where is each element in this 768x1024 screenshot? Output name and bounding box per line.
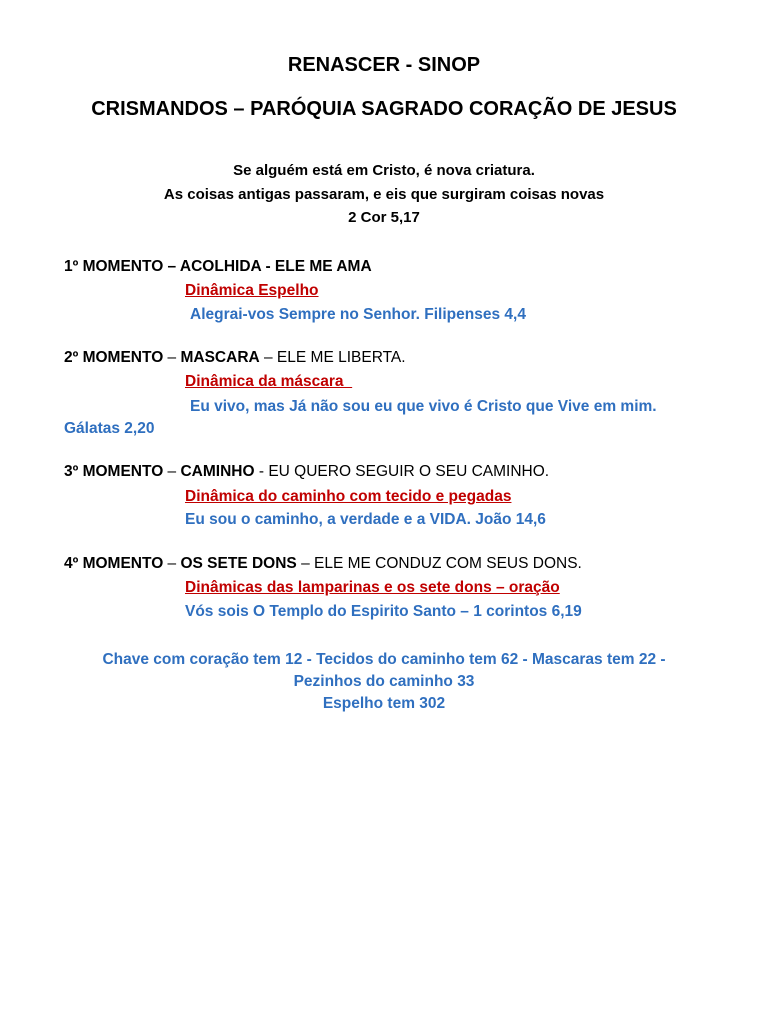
moment-4-dynamic: Dinâmicas das lamparinas e os sete dons – oração: [185, 579, 560, 596]
moment-3-verse: Eu sou o caminho, a verdade e a VIDA. João 14,6: [185, 511, 546, 528]
moment-1-verse: Alegrai-vos Sempre no Senhor. Filipenses 4,4: [190, 306, 526, 323]
moment-separator: –: [163, 555, 181, 572]
moment-theme: - EU QUERO SEGUIR O SEU CAMINHO.: [254, 463, 550, 480]
moment-2-heading: [64, 349, 406, 367]
moment-1-dynamic: Dinâmica Espelho: [185, 282, 319, 299]
moment-label: 1º MOMENTO: [64, 258, 164, 275]
moment-2-verse: Eu vivo, mas Já não sou eu que vivo é Cristo que Vive em mim.: [190, 398, 657, 415]
moment-2-verse-reference: Gálatas 2,20: [64, 420, 155, 437]
epigraph-reference: 2 Cor 5,17: [348, 209, 420, 226]
moment-4-verse: Vós sois O Templo do Espirito Santo – 1 corintos 6,19: [185, 603, 582, 620]
moment-theme: – ELE ME CONDUZ COM SEUS DONS.: [296, 555, 582, 572]
moment-3-dynamic: Dinâmica do caminho com tecido e pegadas: [185, 488, 512, 505]
page-title: RENASCER - SINOP: [287, 54, 481, 76]
page-subtitle: CRISMANDOS – PARÓQUIA SAGRADO CORAÇÃO DE JESUS: [91, 98, 677, 120]
moment-label: 2º MOMENTO: [64, 349, 164, 366]
moment-label: 4º MOMENTO: [64, 555, 164, 572]
moment-separator: –: [163, 258, 180, 275]
moment-name: MASCARA: [180, 349, 260, 366]
moment-separator: –: [163, 349, 181, 366]
moment-theme: - ELE ME AMA: [261, 258, 372, 275]
moment-label: 3º MOMENTO: [64, 463, 164, 480]
moment-2-dynamic: Dinâmica da máscara: [185, 373, 353, 390]
epigraph-line-2: As coisas antigas passaram, e eis que surgiram coisas novas: [163, 186, 605, 203]
epigraph-line-1: Se alguém está em Cristo, é nova criatura.: [233, 162, 535, 179]
moment-3-heading: [64, 463, 549, 481]
materials-note-line-2: Pezinhos do caminho 33: [293, 673, 475, 690]
moment-name: ACOLHIDA: [179, 258, 262, 275]
moment-separator: –: [163, 463, 181, 480]
moment-theme: – ELE ME LIBERTA.: [259, 349, 406, 366]
moment-name: OS SETE DONS: [180, 555, 297, 572]
moment-1-heading: [64, 258, 372, 276]
moment-name: CAMINHO: [180, 463, 255, 480]
materials-note-line-1: Chave com coração tem 12 - Tecidos do caminho tem 62 - Mascaras tem 22 -: [102, 651, 666, 668]
moment-4-heading: [64, 555, 582, 573]
materials-note-line-3: Espelho tem 302: [322, 695, 446, 712]
